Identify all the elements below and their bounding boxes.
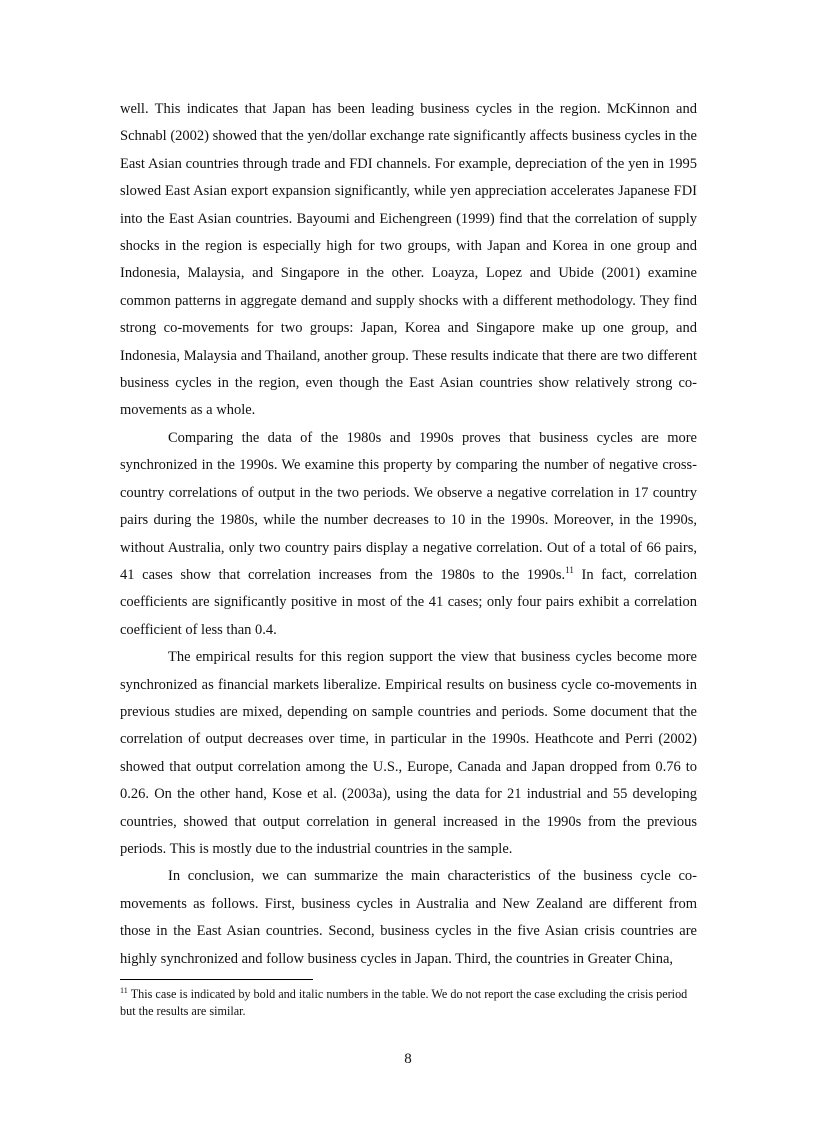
body-text [120, 96, 697, 973]
paragraph-text: In fact, correlation coefficients are significantly positive in most of the 41 cases; only four pairs exhibit a correlation coefficient of less than 0.4. [120, 566, 697, 638]
paragraph-synchronization [120, 425, 697, 644]
footnote-divider [120, 979, 313, 980]
footnote-number: 11 [120, 985, 128, 995]
paragraph-empirical-results: The empirical results for this region support the view that business cycles become more synchronized as financial markets liberalize. Empirical results on business cycle co-movements in previous studies are mixed, depending on sample countries and periods. Some document that the correlation of output decreases over time, in particular in the 1990s. Heathcote and Perri (2002) showed that output correlation among the U.S., Europe, Canada and Japan dropped from 0.76 to 0.26. On the other hand, Kose et al. (2003a), using the data for 21 industrial and 55 developing countries, showed that output correlation in general increased in the 1990s from the previous periods. This is mostly due to the industrial countries in the sample. [120, 649, 697, 857]
paragraph-conclusion: In conclusion, we can summarize the main characteristics of the business cycle co-movements as follows. First, business cycles in Australia and New Zealand are different from those in the East Asian countries. Second, business cycles in the five Asian crisis countries are highly synchronized and follow business cycles in Japan. Third, the countries in Greater China, [120, 868, 697, 967]
paragraph-text: Comparing the data of the 1980s and 1990s proves that business cycles are more synchronized in the 1990s. We examine this property by comparing the number of negative cross-country correlations of output in the two periods. We observe a negative correlation in 17 country pairs during the 1980s, while the number decreases to 10 in the 1990s. Moreover, in the 1990s, without Australia, only two country pairs display a negative correlation. Out of a total of 66 pairs, 41 cases show that correlation increases from the 1980s to the 1990s. [120, 429, 697, 583]
footnote-reference[interactable]: 11 [565, 565, 574, 576]
page-number: 8 [404, 1051, 412, 1067]
footnote [120, 986, 697, 1020]
paragraph-continued: well. This indicates that Japan has been leading business cycles in the region. McKinnon and Schnabl (2002) showed that the yen/dollar exchange rate significantly affects business cycles in the East Asian countries through trade and FDI channels. For example, depreciation of the yen in 1995 slowed East Asian export expansion significantly, while yen appreciation accelerates Japanese FDI into the East Asian countries. Bayoumi and Eichengreen (1999) find that the correlation of supply shocks in the region is especially high for two groups, with Japan and Korea in one group and Indonesia, Malaysia, and Singapore in the other. Loayza, Lopez and Ubide (2001) examine common patterns in aggregate demand and supply shocks with a different methodology. They find strong co-movements for two groups: Japan, Korea and Singapore make up one group, and Indonesia, Malaysia and Thailand, another group. These results indicate that there are two different business cycles in the region, even though the East Asian countries show relatively strong co-movements as a whole. [120, 101, 697, 419]
footnote-text: This case is indicated by bold and italic numbers in the table. We do not report the case excluding the crisis period but the results are similar. [120, 987, 688, 1018]
